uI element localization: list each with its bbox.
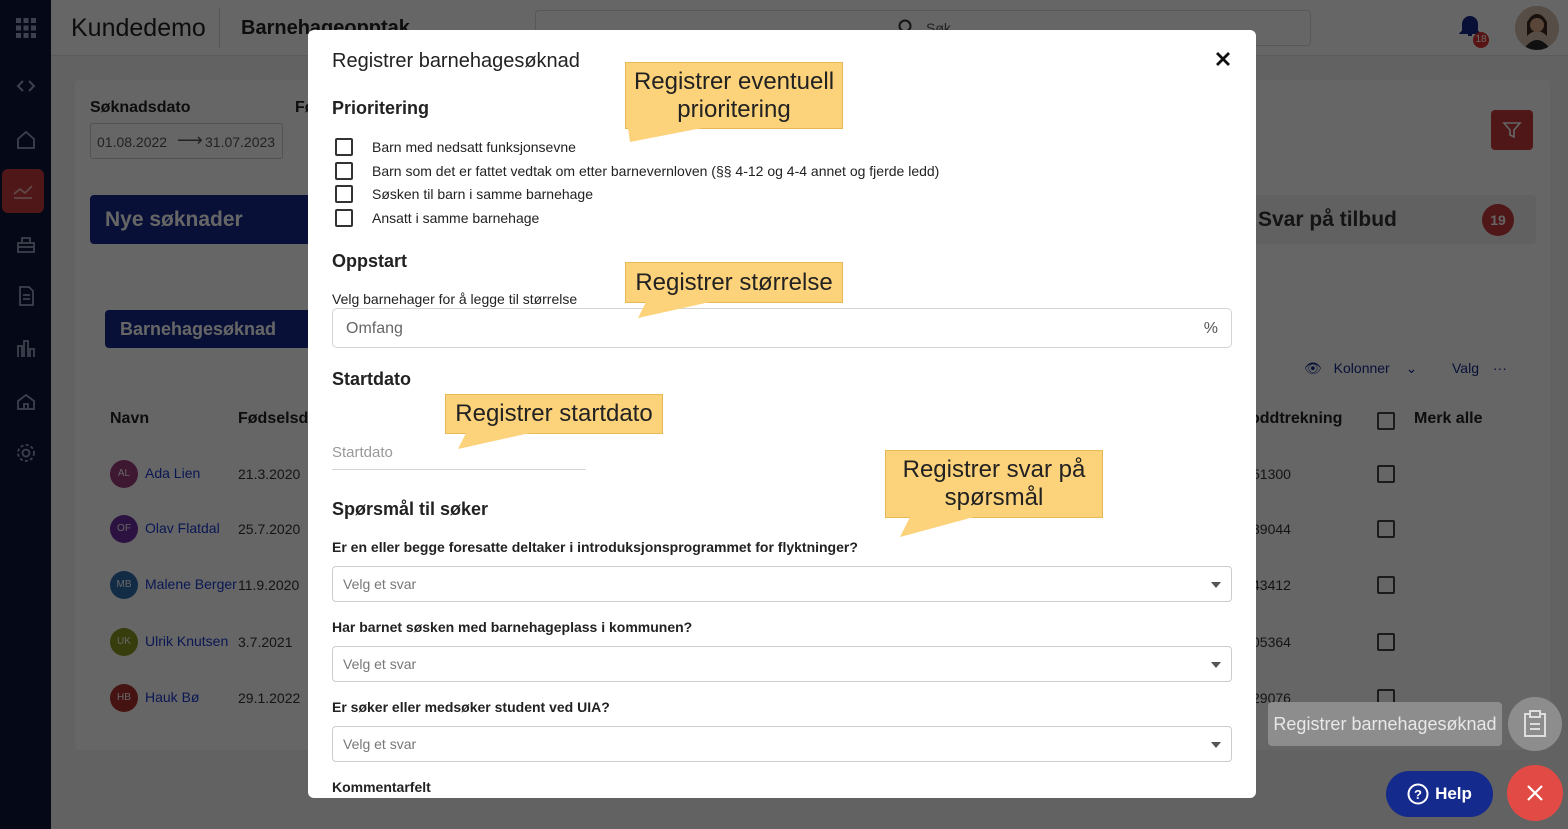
start-hint: Velg barnehager for å legge til størrelse	[332, 291, 578, 307]
priority-option[interactable]	[335, 137, 576, 157]
comment-label: Kommentarfelt	[332, 779, 431, 795]
modal-close-button[interactable]	[1212, 48, 1234, 70]
svg-text:?: ?	[1414, 787, 1423, 802]
answer-select[interactable]	[332, 646, 1232, 682]
scope-placeholder: Omfang	[346, 320, 403, 337]
answer-placeholder: Velg et svar	[343, 656, 417, 672]
help-button[interactable]	[1386, 771, 1493, 817]
answer-placeholder: Velg et svar	[343, 576, 417, 592]
caret-down-icon	[1211, 582, 1221, 588]
checkbox[interactable]	[335, 209, 353, 227]
callout-size: Registrer størrelse	[625, 262, 843, 303]
priority-option[interactable]	[335, 184, 593, 204]
callout-startdate: Registrer startdato	[445, 394, 663, 434]
percent-unit: %	[1203, 320, 1218, 337]
priority-option-label: Søsken til barn i samme barnehage	[372, 186, 593, 202]
register-application-modal	[308, 30, 1256, 798]
questions-heading: Spørsmål til søker	[332, 499, 489, 519]
checkbox[interactable]	[335, 185, 353, 203]
answer-select[interactable]	[332, 566, 1232, 602]
answer-placeholder: Velg et svar	[343, 736, 417, 752]
caret-down-icon	[1211, 662, 1221, 668]
startdate-heading: Startdato	[332, 369, 412, 389]
callout-tail	[458, 433, 538, 451]
callout-tail	[638, 302, 718, 320]
priority-option-label: Barn med nedsatt funksjonsevne	[372, 139, 576, 155]
callout-tail	[628, 128, 708, 144]
checkbox[interactable]	[335, 162, 353, 180]
help-label: Help	[1435, 784, 1472, 803]
help-icon	[1407, 783, 1429, 805]
priority-option[interactable]	[335, 208, 539, 228]
register-application-button[interactable]: Registrer barnehagesøknad	[1268, 702, 1502, 746]
scope-input[interactable]	[332, 308, 1232, 348]
start-heading: Oppstart	[332, 251, 408, 271]
clipboard-icon[interactable]	[1508, 697, 1562, 751]
priority-option[interactable]	[335, 161, 939, 181]
question-label: Har barnet søsken med barnehageplass i kommunen?	[332, 619, 693, 635]
answer-select[interactable]	[332, 726, 1232, 762]
modal-title: Registrer barnehagesøknad	[332, 50, 580, 72]
priority-option-label: Ansatt i samme barnehage	[372, 210, 540, 226]
caret-down-icon	[1211, 742, 1221, 748]
callout-tail	[900, 517, 980, 539]
priority-heading: Prioritering	[332, 98, 430, 118]
question-label: Er søker eller medsøker student ved UIA?	[332, 699, 610, 715]
startdate-input[interactable]: Startdato	[332, 444, 586, 470]
priority-option-label: Barn som det er fattet vedtak om etter barnevernloven (§§ 4-12 og 4-4 annet og fjerde ledd)	[372, 163, 940, 179]
question-label: Er en eller begge foresatte deltaker i introduksjonsprogrammet for flyktninger?	[332, 539, 858, 555]
close-icon	[1215, 51, 1231, 67]
close-fab-button[interactable]	[1507, 765, 1563, 821]
checkbox[interactable]	[335, 138, 353, 156]
close-icon	[1526, 784, 1544, 802]
callout-priority: Registrer eventuell prioritering	[625, 62, 843, 129]
callout-answers: Registrer svar på spørsmål	[885, 450, 1103, 518]
